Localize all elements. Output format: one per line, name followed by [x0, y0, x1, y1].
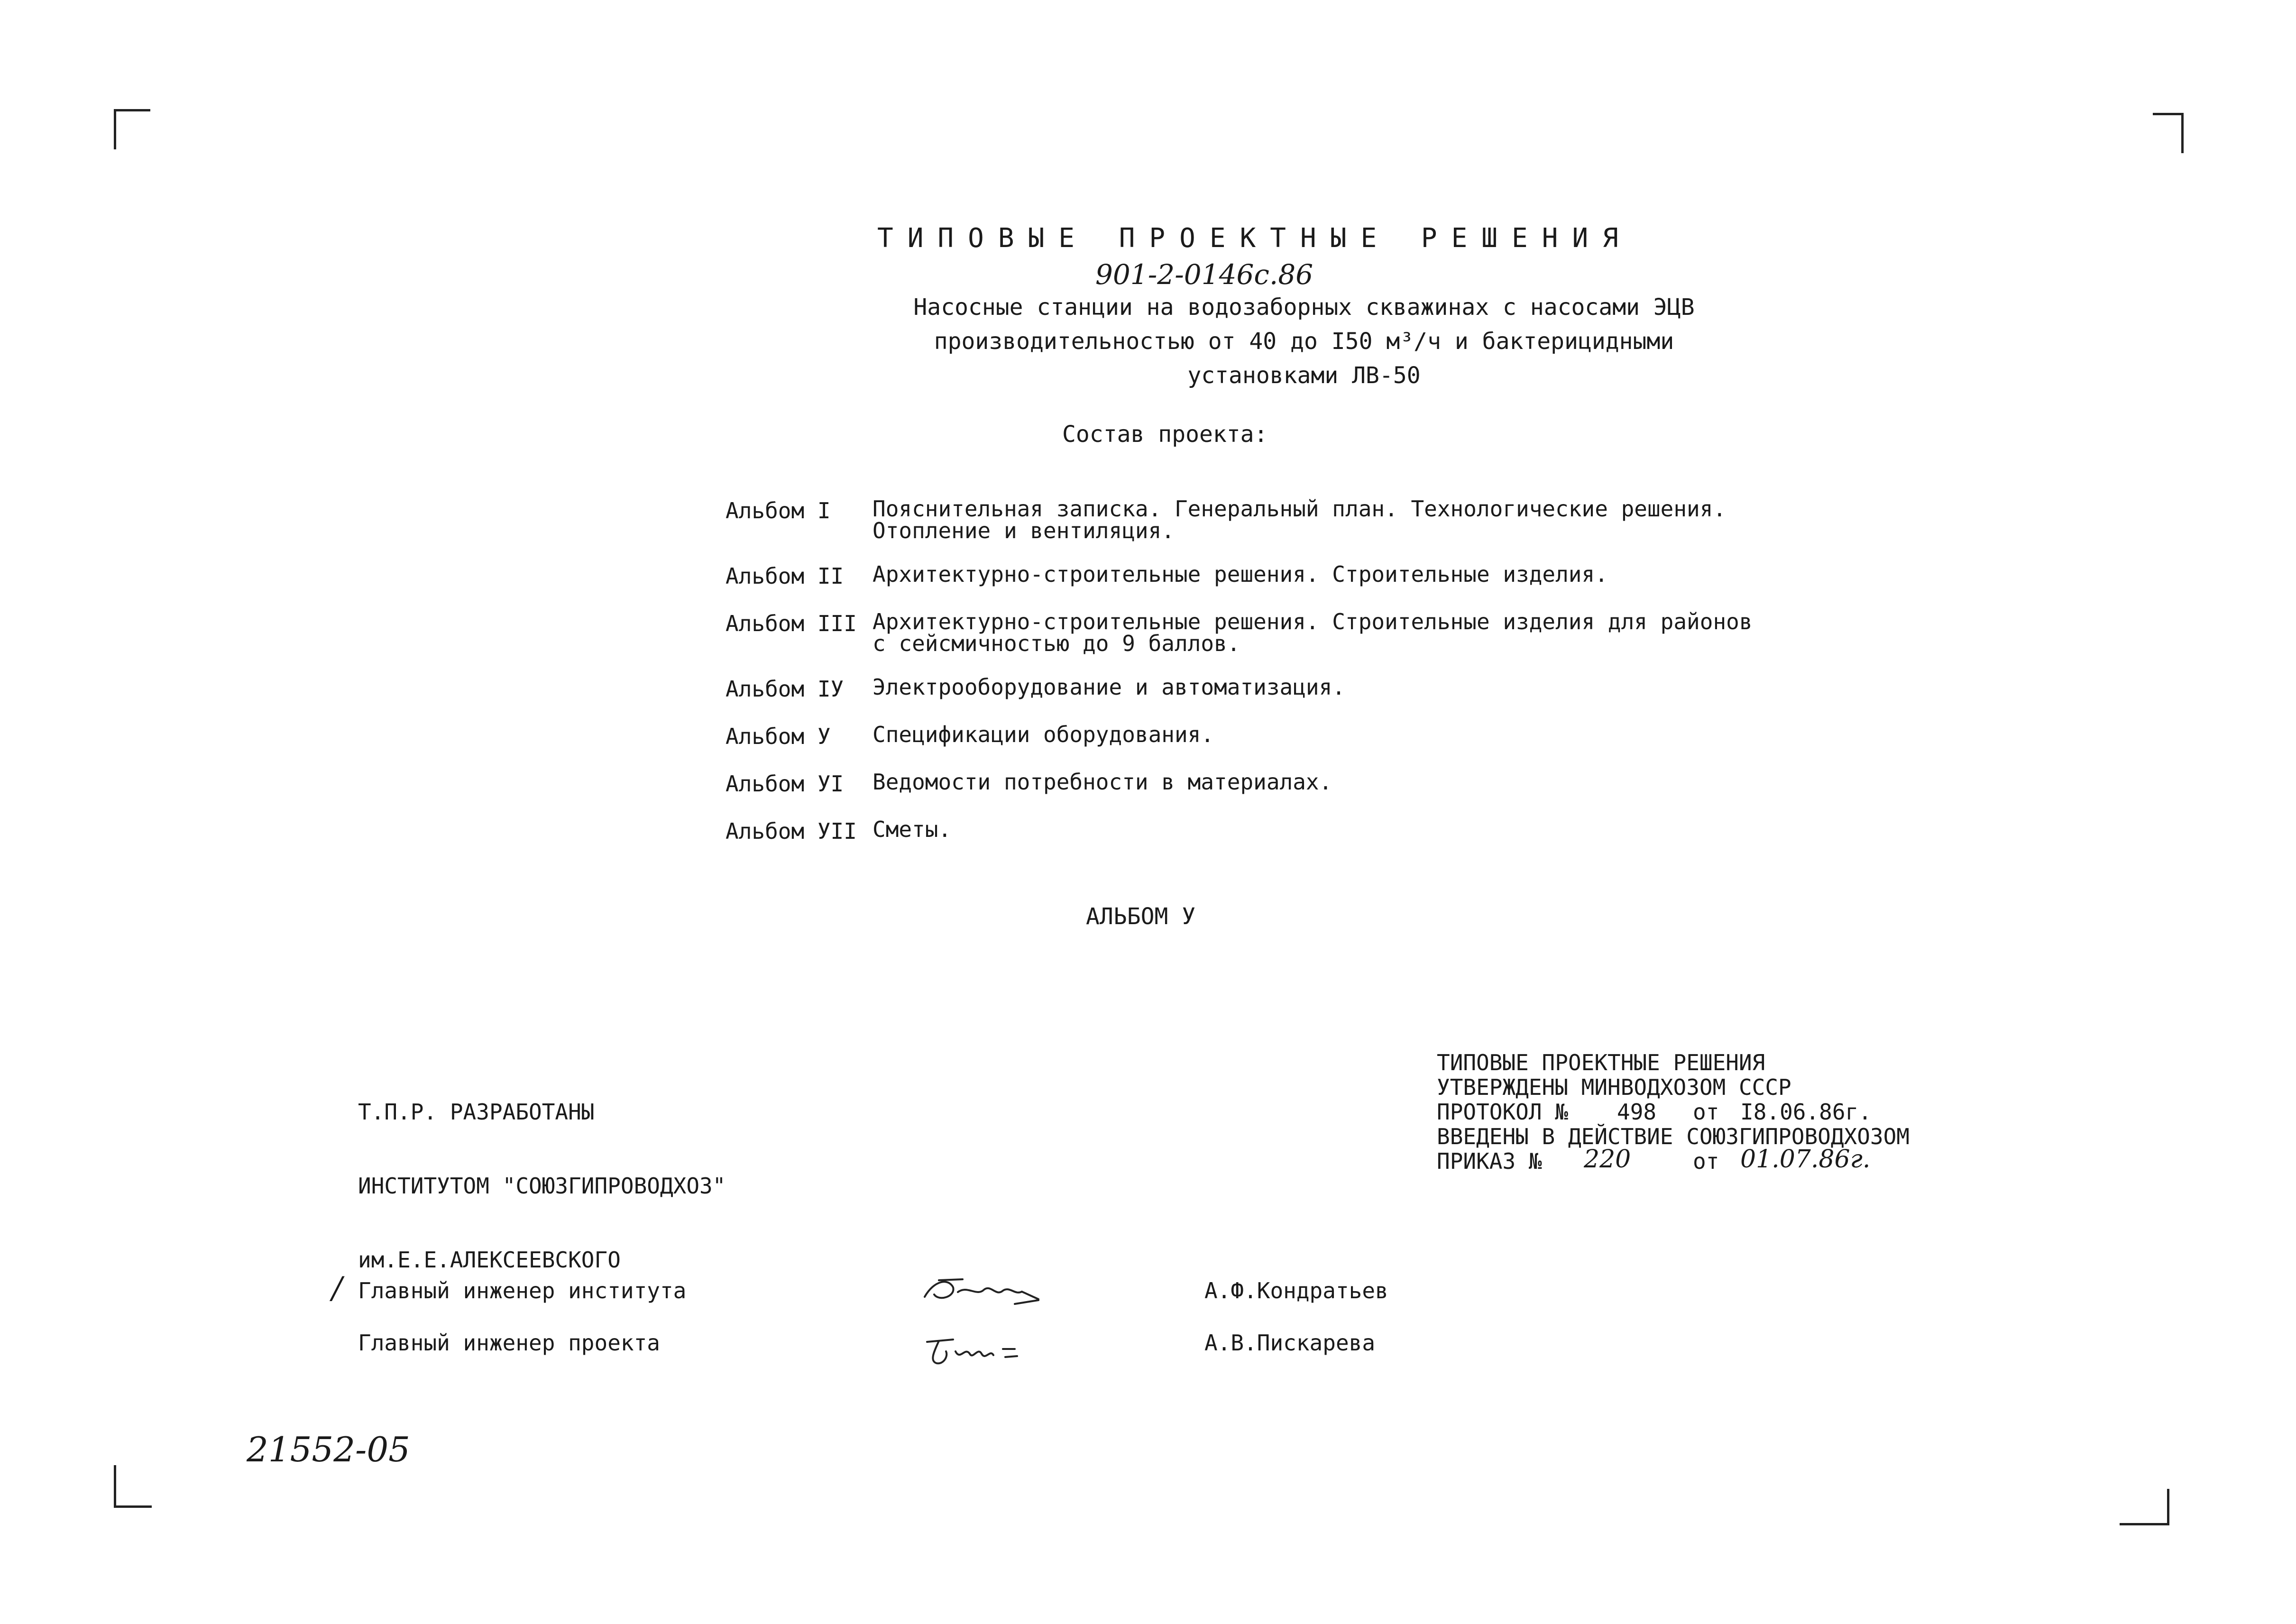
handwritten-signature — [920, 1328, 1043, 1372]
album-number: Альбом I — [726, 498, 831, 523]
protocol-date: I8.06.86г. — [1740, 1099, 1872, 1125]
album-row — [726, 498, 1769, 541]
composition-heading: Состав проекта: — [1062, 421, 1268, 448]
crop-mark-top-right — [2153, 113, 2184, 153]
crop-mark-top-left — [114, 109, 150, 149]
album-title: Ведомости потребности в материалах. — [872, 769, 1332, 795]
album-list — [726, 498, 1769, 866]
album-title: Спецификации оборудования. — [872, 722, 1214, 747]
approval-block — [1437, 1050, 1910, 1174]
order-number: 220 — [1584, 1145, 1631, 1174]
description-line: производительностью от 40 до I50 м³/ч и бактерицидными — [934, 328, 1674, 355]
document-title: ТИПОВЫЕ ПРОЕКТНЫЕ РЕШЕНИЯ — [877, 223, 1633, 254]
description-line: установками ЛВ-50 — [1187, 362, 1421, 389]
project-description — [688, 290, 1920, 393]
order-label: ПРИКАЗ № — [1437, 1148, 1542, 1174]
album-row — [726, 611, 1769, 654]
protocol-from-label: от — [1693, 1099, 1719, 1125]
protocol-number: 498 — [1617, 1099, 1657, 1125]
album-title: Архитектурно-строительные решения. Строительные изделия. — [872, 561, 1608, 587]
album-number: Альбом УII — [726, 818, 857, 844]
album-row — [726, 818, 1769, 844]
album-number: Альбом У — [726, 724, 831, 749]
order-date: 01.07.86г. — [1740, 1145, 1871, 1174]
developer-line: Т.П.Р. РАЗРАБОТАНЫ — [358, 1099, 595, 1125]
pen-mark: / — [332, 1271, 342, 1306]
album-row — [726, 771, 1769, 797]
album-number: Альбом IУ — [726, 676, 844, 702]
handwritten-signature — [920, 1271, 1043, 1315]
crop-mark-bottom-right — [2120, 1489, 2169, 1525]
album-title: Электрооборудование и автоматизация. — [872, 674, 1345, 700]
order-from-label: от — [1693, 1148, 1719, 1174]
protocol-label: ПРОТОКОЛ № — [1437, 1099, 1568, 1125]
current-album-label: АЛЬБОМ У — [1086, 903, 1196, 930]
inventory-number: 21552-05 — [247, 1430, 410, 1469]
developer-line: им.Е.Е.АЛЕКСЕЕВСКОГО — [358, 1247, 621, 1273]
album-title: Сметы. — [872, 817, 952, 842]
description-line: Насосные станции на водозаборных скважинах с насосами ЭЦВ — [913, 294, 1695, 321]
album-row — [726, 724, 1769, 749]
approval-line: ТИПОВЫЕ ПРОЕКТНЫЕ РЕШЕНИЯ — [1437, 1050, 1765, 1075]
developer-line: ИНСТИТУТОМ "СОЮЗГИПРОВОДХОЗ" — [358, 1173, 726, 1199]
signatory-role: Главный инженер института — [358, 1278, 687, 1303]
approval-line: УТВЕРЖДЕНЫ МИНВОДХОЗОМ СССР — [1437, 1074, 1791, 1100]
album-number: Альбом II — [726, 563, 844, 589]
album-row — [726, 563, 1769, 589]
signatory-name: А.В.Пискарева — [1204, 1330, 1376, 1356]
album-number: Альбом III — [726, 611, 857, 636]
crop-mark-bottom-left — [114, 1465, 152, 1508]
album-title: Архитектурно-строительные решения. Строительные изделия для районов с сейсмичностью до 9 баллов. — [872, 609, 1753, 656]
signatory-role: Главный инженер проекта — [358, 1330, 660, 1356]
approval-line: ВВЕДЕНЫ В ДЕЙСТВИЕ СОЮЗГИПРОВОДХОЗОМ — [1437, 1124, 1910, 1149]
protocol-line — [1437, 1100, 1910, 1124]
album-number: Альбом УI — [726, 771, 844, 797]
album-row — [726, 676, 1769, 702]
album-title: Пояснительная записка. Генеральный план. Технологические решения. Отопление и вентиляция. — [872, 496, 1727, 543]
project-code: 901-2-0146с.86 — [1095, 258, 1313, 291]
signatory-name: А.Ф.Кондратьев — [1204, 1278, 1388, 1303]
order-line — [1437, 1145, 1910, 1174]
developer-block — [358, 1050, 726, 1297]
